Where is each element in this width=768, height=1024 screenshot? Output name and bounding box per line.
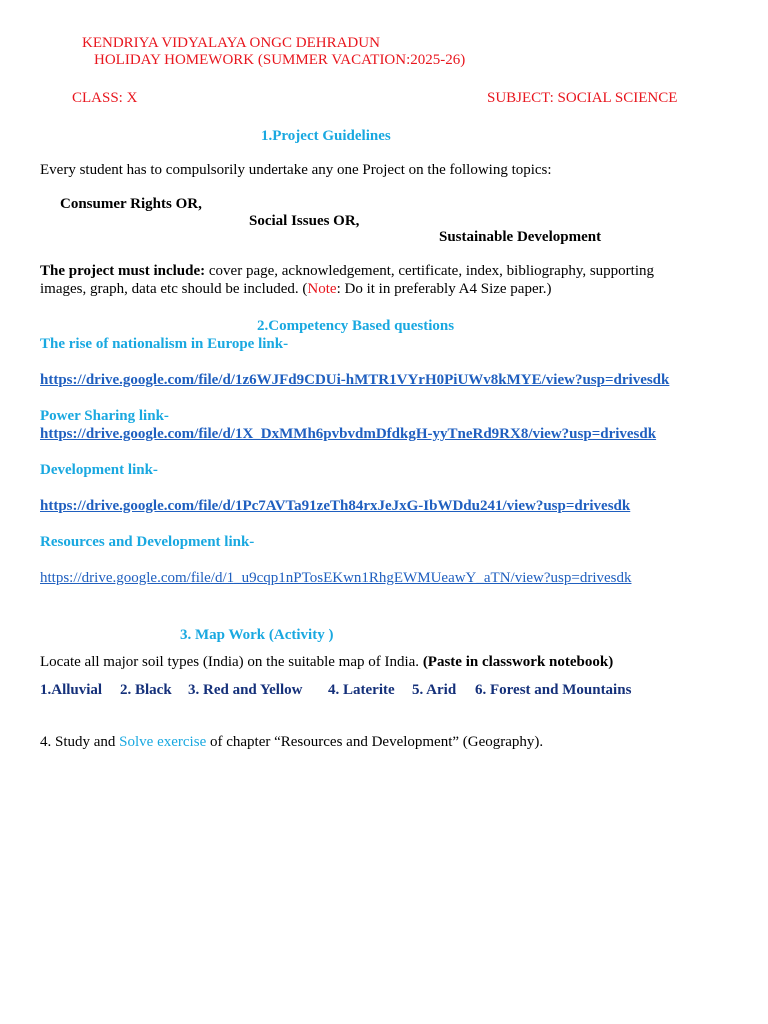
competency-heading: 2.Competency Based questions xyxy=(257,318,455,334)
project-guidelines-heading: 1.Project Guidelines xyxy=(261,128,391,144)
soil-type-forest-mountains: 6. Forest and Mountains xyxy=(475,682,632,698)
soil-type-black: 2. Black xyxy=(120,682,172,698)
topic-consumer-rights: Consumer Rights OR, xyxy=(60,196,202,212)
map-work-instruction-text: Locate all major soil types (India) on the suitable map of India. xyxy=(40,654,423,670)
note-label: Note xyxy=(307,281,337,297)
project-requirements xyxy=(40,262,690,298)
topic-social-issues: Social Issues OR, xyxy=(249,213,360,229)
map-work-instruction-bold: (Paste in classwork notebook) xyxy=(422,654,614,670)
soil-type-arid: 5. Arid xyxy=(412,682,457,698)
homework-title: HOLIDAY HOMEWORK (SUMMER VACATION:2025-26) xyxy=(94,52,466,68)
map-work-heading: 3. Map Work (Activity ) xyxy=(180,627,334,643)
study-prefix: 4. Study and xyxy=(40,734,120,750)
must-include-label: The project must include: xyxy=(40,263,206,279)
solve-exercise-highlight: Solve exercise xyxy=(119,734,207,750)
link-nationalism[interactable]: https://drive.google.com/file/d/1z6WJFd9CDUi-hMTR1VYrH0PiUWv8kMYE/view?usp=drivesdk xyxy=(40,372,670,388)
note-text: : Do it in preferably A4 Size paper.) xyxy=(336,281,552,297)
class-label: CLASS: X xyxy=(72,90,138,106)
link-resources[interactable]: https://drive.google.com/file/d/1_u9cqp1nPTosEKwn1RhgEWMUeawY_aTN/view?usp=drivesdk xyxy=(40,570,632,586)
link-development[interactable]: https://drive.google.com/file/d/1Pc7AVTa91zeTh84rxJeJxG-IbWDdu241/view?usp=drivesdk xyxy=(40,498,631,514)
map-work-instruction xyxy=(40,653,613,671)
project-intro: Every student has to compulsorily undertake any one Project on the following topics: xyxy=(40,162,552,178)
soil-type-alluvial: 1.Alluvial xyxy=(40,682,103,698)
school-name: KENDRIYA VIDYALAYA ONGC DEHRADUN xyxy=(82,35,380,51)
link-power-sharing[interactable]: https://drive.google.com/file/d/1X_DxMMh6pvbvdmDfdkgH-yyTneRd9RX8/view?usp=drivesdk xyxy=(40,426,657,442)
must-include-text: cover page, acknowledgement, certificate, index, bibliography, supporting images, graph, data etc should be included. ( xyxy=(40,263,655,297)
subject-label: SUBJECT: SOCIAL SCIENCE xyxy=(487,90,678,106)
soil-type-laterite: 4. Laterite xyxy=(328,682,395,698)
link-label-development: Development link- xyxy=(40,462,158,478)
study-suffix: of chapter “Resources and Development” (Geography). xyxy=(206,734,544,750)
link-label-power-sharing: Power Sharing link- xyxy=(40,408,169,424)
topic-sustainable-development: Sustainable Development xyxy=(439,229,602,245)
link-label-nationalism: The rise of nationalism in Europe link- xyxy=(40,336,289,352)
soil-type-red-yellow: 3. Red and Yellow xyxy=(188,682,303,698)
study-instruction xyxy=(40,733,543,751)
link-label-resources: Resources and Development link- xyxy=(40,534,255,550)
